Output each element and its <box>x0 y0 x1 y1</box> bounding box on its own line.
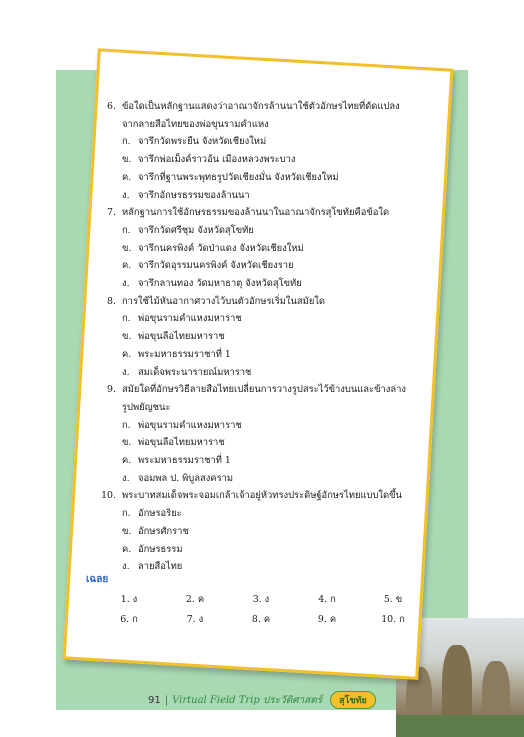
option-letter: ก. <box>122 508 131 520</box>
option-letter: ค. <box>122 260 132 272</box>
answer-option <box>90 346 430 364</box>
answer-cell: 8. ค <box>251 614 271 625</box>
option-letter: ง. <box>122 472 130 484</box>
answer-option <box>90 434 430 452</box>
answer-option <box>90 541 430 559</box>
option-text: พ่อขุนลือไทยมหาราช <box>138 437 225 449</box>
page-footer <box>148 691 376 709</box>
option-text: จารึกวัดอุรรมนครพิงค์ จังหวัดเชียงราย <box>138 260 294 272</box>
footer-brand: Virtual Field Trip ประวัติศาสตร์ <box>172 694 323 706</box>
option-letter: ก. <box>122 224 131 236</box>
answer-cell: 5. ข <box>383 594 403 605</box>
answer-option <box>90 364 430 382</box>
option-letter: ข. <box>122 154 132 166</box>
option-text: จอมพล ป. พิบูลสงคราม <box>138 472 234 484</box>
answer-row <box>96 590 426 610</box>
question-text-continued: จากลายสือไทยของพ่อขุนรามคำแหง <box>122 118 269 130</box>
option-text: พระมหาธรรมราชาที่ 1 <box>138 455 231 467</box>
option-letter: ค. <box>122 171 132 183</box>
option-letter: ง. <box>122 189 130 201</box>
footer-separator: | <box>164 694 169 706</box>
option-text: พ่อขุนรามคำแหงมหาราช <box>138 419 242 431</box>
answer-option <box>90 151 430 169</box>
answer-option <box>90 275 430 293</box>
option-text: พ่อขุนลือไทยมหาราช <box>138 331 225 343</box>
option-text: จารึกที่ฐานพระพุทธรูปวัดเชียงมั่น จังหวัดเชียงใหม่ <box>138 171 339 183</box>
question-text: ข้อใดเป็นหลักฐานแสดงว่าอาณาจักรล้านนาใช้ตัวอักษรไทยที่ดัดแปลง <box>122 101 400 112</box>
answer-option <box>90 452 430 470</box>
option-text: จารึกนครพิงค์ วัดป่าแดง จังหวัดเชียงใหม่ <box>138 242 304 254</box>
option-letter: ค. <box>122 543 132 555</box>
answer-option <box>90 505 430 523</box>
question-number: 10. <box>101 490 116 502</box>
answer-option <box>90 133 430 151</box>
page-number: 91 <box>148 694 161 706</box>
option-letter: ง. <box>122 561 130 573</box>
option-text: ลายสือไทย <box>138 561 183 573</box>
answer-cell: 4. ก <box>318 594 336 605</box>
option-letter: ก. <box>122 136 131 148</box>
answer-option <box>90 187 430 205</box>
option-text: จารึกพ่อเม็งค์ราวอ้น เมืองหลวงพระบาง <box>138 154 296 166</box>
option-text: จารึกวัดศรีชุม จังหวัดสุโขทัย <box>138 224 254 236</box>
question-number: 7. <box>107 207 116 219</box>
option-text: จารึกลานทอง วัดมหาธาตุ จังหวัดสุโขทัย <box>138 278 302 290</box>
answer-cell: 6. ก <box>120 614 138 625</box>
option-letter: ง. <box>122 366 130 378</box>
sukhothai-logo: สุโขทัย <box>330 691 376 709</box>
question-list <box>90 98 430 576</box>
option-letter: ง. <box>122 278 130 290</box>
answer-option <box>90 222 430 240</box>
question <box>90 487 430 505</box>
answer-option <box>90 558 430 576</box>
answer-option <box>90 257 430 275</box>
question <box>90 293 430 311</box>
option-letter: ค. <box>122 348 132 360</box>
question <box>90 381 430 399</box>
answer-key <box>96 590 426 630</box>
option-letter: ข. <box>122 437 132 449</box>
option-letter: ข. <box>122 331 132 343</box>
question-text: สมัยใดที่อักษรวิธีลายสือไทยเปลี่ยนการวางรูปสระไว้ข้างบนและข้างล่าง <box>122 384 406 396</box>
answer-cell: 3. ง <box>252 594 270 605</box>
answer-cell: 1. ง <box>120 594 138 605</box>
option-text: จารึกวัดพระยืน จังหวัดเชียงใหม่ <box>138 136 267 148</box>
answer-option <box>90 328 430 346</box>
answer-option <box>90 169 430 187</box>
question-text: การใช้ไม้หันอากาศวางไว้บนตัวอักษรเริ่มในสมัยใด <box>122 295 325 307</box>
answer-cell: 2. ค <box>185 594 205 605</box>
answer-option <box>90 240 430 258</box>
option-letter: ข. <box>122 242 132 254</box>
option-text: พระมหาธรรมราชาที่ 1 <box>138 348 231 360</box>
option-letter: ก. <box>122 419 131 431</box>
answer-option <box>90 417 430 435</box>
option-letter: ค. <box>122 455 132 467</box>
answer-option <box>90 470 430 488</box>
option-text: จารึกอักษรธรรมของล้านนา <box>138 189 250 201</box>
answer-row <box>96 610 426 630</box>
option-letter: ข. <box>122 525 132 537</box>
option-text: สมเด็จพระนารายณ์มหาราช <box>138 366 252 378</box>
answer-option <box>90 523 430 541</box>
answer-option <box>90 310 430 328</box>
question <box>90 204 430 222</box>
option-text: อักษรธรรม <box>138 543 183 555</box>
question-text: หลักฐานการใช้อักษรธรรมของล้านนาในอาณาจักรสุโขทัยคือข้อใด <box>122 207 390 219</box>
answers-title: เฉลย <box>86 574 109 585</box>
option-letter: ก. <box>122 313 131 325</box>
answer-cell: 9. ค <box>317 614 337 625</box>
question-number: 6. <box>107 101 116 112</box>
question-text-continued: รูปพยัญชนะ <box>122 401 171 413</box>
option-text: อักษรอริยะ <box>138 508 182 520</box>
option-text: พ่อขุนรามคำแหงมหาราช <box>138 313 242 325</box>
question <box>90 98 430 116</box>
question-number: 8. <box>107 295 116 307</box>
answer-cell: 10. ก <box>381 614 405 625</box>
question-number: 9. <box>107 384 116 396</box>
option-text: อักษรศักราช <box>138 525 189 537</box>
answer-cell: 7. ง <box>186 614 204 625</box>
question-text: พระบาทสมเด็จพระจอมเกล้าเจ้าอยู่หัวทรงประดิษฐ์อักษรไทยแบบใดขึ้น <box>122 490 402 502</box>
